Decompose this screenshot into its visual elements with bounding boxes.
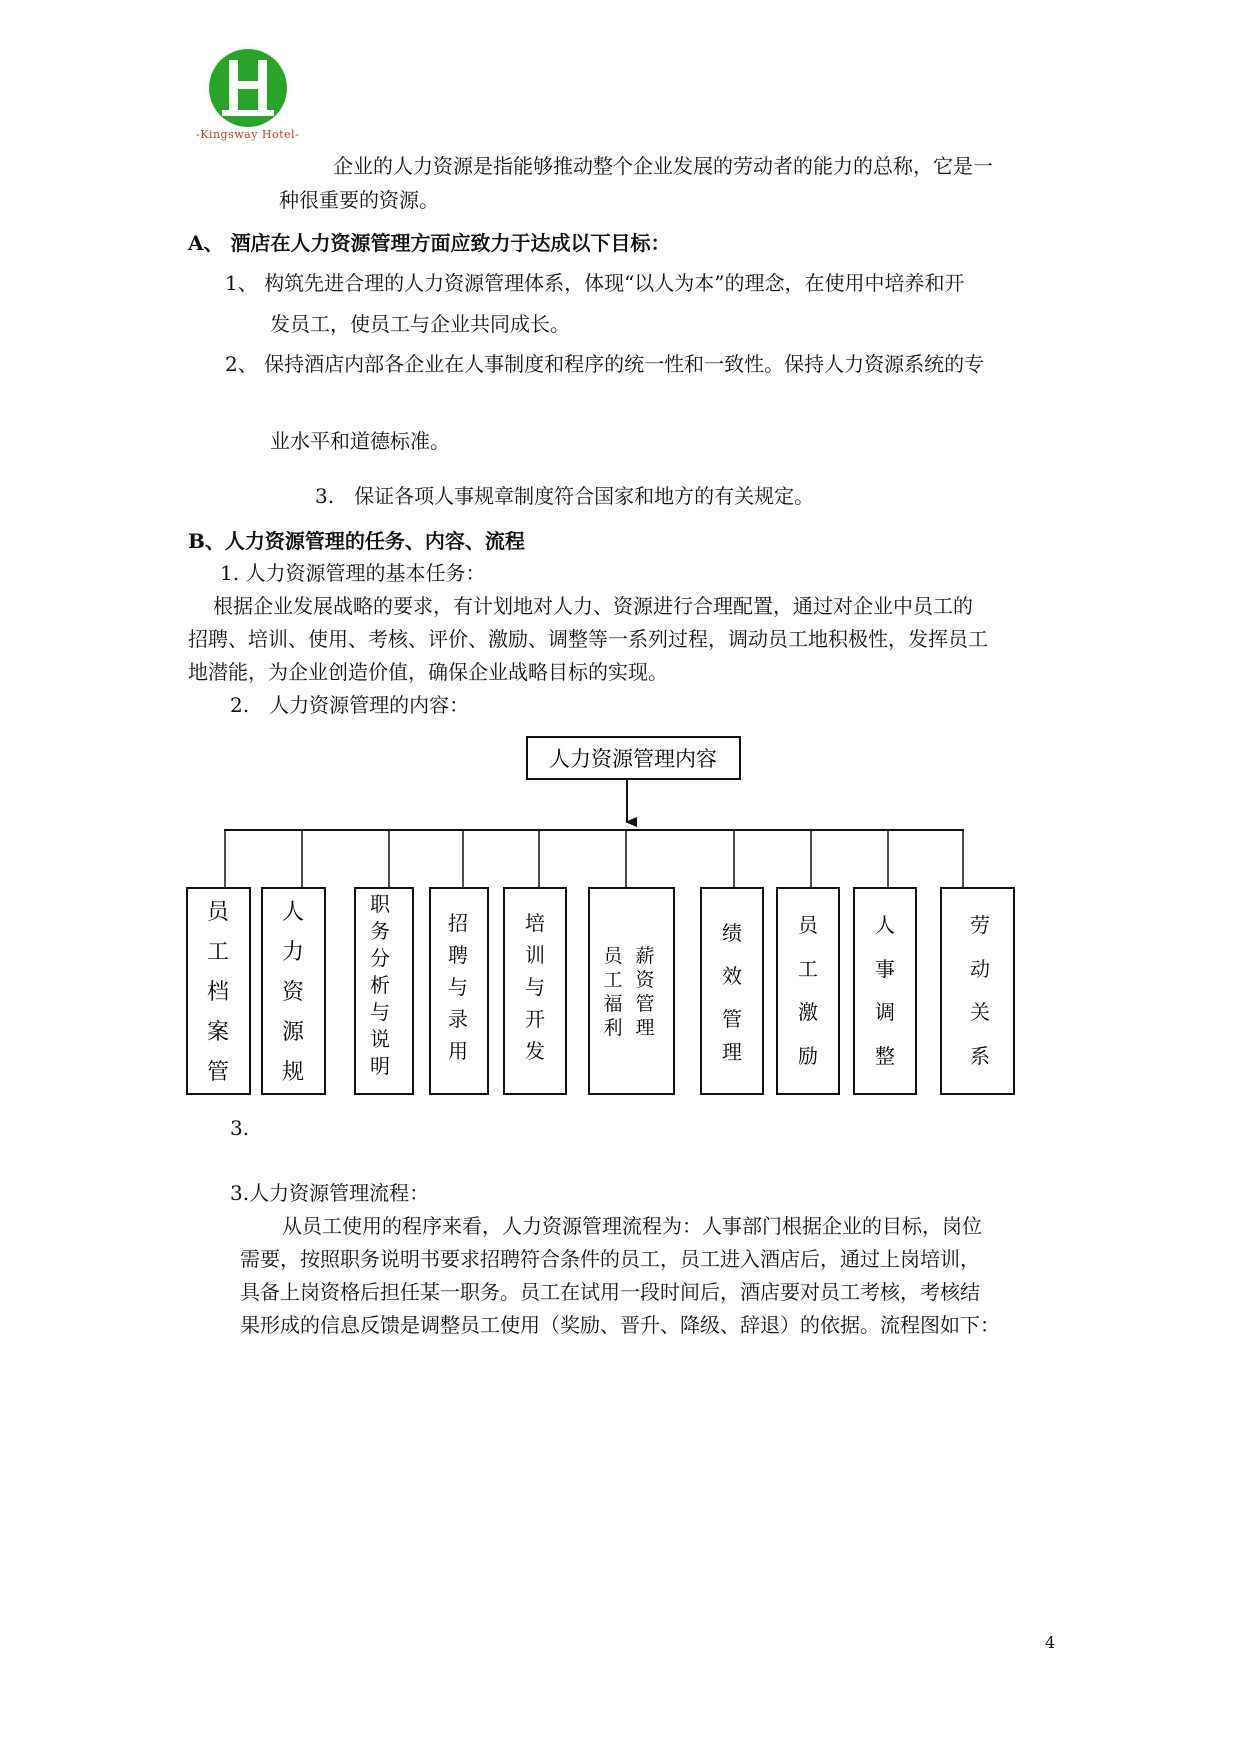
svg-text:发: 发 xyxy=(525,1039,545,1063)
intro-line-2: 种很重要的资源。 xyxy=(279,188,439,212)
org-child-planning xyxy=(262,888,325,1094)
svg-text:员: 员 xyxy=(798,913,818,937)
intro-line-1: 企业的人力资源是指能够推动整个企业发展的劳动者的能力的总称，它是一 xyxy=(333,154,993,178)
svg-text:励: 励 xyxy=(798,1044,818,1068)
svg-text:理: 理 xyxy=(635,1017,655,1039)
section-b-para-line-3: 地潜能，为企业创造价值，确保企业战略目标的实现。 xyxy=(188,660,668,684)
svg-text:规: 规 xyxy=(281,1060,305,1085)
org-child-salary xyxy=(589,888,674,1094)
svg-text:人: 人 xyxy=(875,913,895,937)
svg-text:管: 管 xyxy=(206,1060,230,1085)
svg-text:工: 工 xyxy=(603,969,623,991)
stray-list-number: 3. xyxy=(230,1116,250,1140)
org-child-training xyxy=(504,888,566,1094)
svg-text:动: 动 xyxy=(970,957,990,981)
svg-text:与: 与 xyxy=(525,975,545,999)
svg-text:人: 人 xyxy=(281,900,305,925)
process-heading: 3.人力资源管理流程： xyxy=(230,1181,430,1205)
svg-text:与: 与 xyxy=(448,975,468,999)
section-b-sub-1: 1. 人力资源管理的基本任务： xyxy=(220,561,486,585)
svg-text:析: 析 xyxy=(370,973,390,997)
svg-text:档: 档 xyxy=(206,980,230,1005)
svg-text:源: 源 xyxy=(281,1020,305,1045)
section-b-heading: B、人力资源管理的任务、内容、流程 xyxy=(188,529,525,553)
svg-text:员: 员 xyxy=(603,945,623,967)
org-child-labor xyxy=(941,888,1014,1094)
svg-text:聘: 聘 xyxy=(448,943,468,967)
svg-text:录: 录 xyxy=(448,1007,468,1031)
svg-text:利: 利 xyxy=(603,1017,623,1039)
svg-text:激: 激 xyxy=(798,1000,818,1024)
svg-text:资: 资 xyxy=(635,969,655,991)
svg-text:整: 整 xyxy=(875,1044,895,1068)
section-a-item-2-line-1: 2、 保持酒店内部各企业在人事制度和程序的统一性和一致性。保持人力资源系统的专 xyxy=(225,352,985,376)
svg-text:管: 管 xyxy=(635,993,655,1015)
process-line-2: 需要，按照职务说明书要求招聘符合条件的员工，员工进入酒店后，通过上岗培训， xyxy=(240,1247,980,1271)
svg-text:关: 关 xyxy=(970,1000,990,1024)
section-a-item-1-line-2: 发员工，使员工与企业共同成长。 xyxy=(270,312,570,336)
section-a-item-1-line-1: 1、 构筑先进合理的人力资源管理体系，体现“以人为本”的理念，在使用中培养和开 xyxy=(225,271,965,295)
svg-text:调: 调 xyxy=(875,1000,895,1024)
section-a-heading: A、 酒店在人力资源管理方面应致力于达成以下目标： xyxy=(188,231,671,255)
svg-text:绩: 绩 xyxy=(722,921,742,945)
org-child-job-analysis xyxy=(355,888,413,1094)
svg-text:分: 分 xyxy=(370,946,390,970)
svg-text:力: 力 xyxy=(281,940,305,965)
svg-text:训: 训 xyxy=(525,943,545,967)
section-b-para-line-1: 根据企业发展战略的要求，有计划地对人力、资源进行合理配置，通过对企业中员工的 xyxy=(213,594,973,618)
process-line-3: 具备上岗资格后担任某一职务。员工在试用一段时间后，酒店要对员工考核，考核结 xyxy=(240,1280,980,1304)
svg-text:薪: 薪 xyxy=(635,945,655,967)
process-line-4: 果形成的信息反馈是调整员工使用（奖励、晋升、降级、辞退）的依据。流程图如下： xyxy=(240,1313,1000,1337)
section-a-item-3: 3. 保证各项人事规章制度符合国家和地方的有关规定。 xyxy=(315,484,815,508)
svg-text:说: 说 xyxy=(370,1027,390,1051)
org-child-recruit xyxy=(430,888,488,1094)
svg-text:与: 与 xyxy=(370,1000,390,1024)
page-number: 4 xyxy=(1045,1633,1056,1652)
org-child-performance xyxy=(701,888,763,1094)
org-drop-lines xyxy=(225,830,963,888)
svg-text:事: 事 xyxy=(875,957,895,981)
svg-text:工: 工 xyxy=(206,940,230,965)
svg-text:员: 员 xyxy=(206,900,230,925)
svg-text:务: 务 xyxy=(370,919,390,943)
logo-caption: -Kingsway Hotel- xyxy=(196,128,300,141)
svg-text:效: 效 xyxy=(722,964,742,988)
svg-text:招: 招 xyxy=(448,911,468,935)
svg-text:管: 管 xyxy=(722,1007,742,1031)
svg-text:用: 用 xyxy=(448,1039,468,1063)
svg-text:明: 明 xyxy=(370,1054,390,1078)
org-root-label: 人力资源管理内容 xyxy=(549,747,717,771)
svg-text:工: 工 xyxy=(798,957,818,981)
process-line-1: 从员工使用的程序来看，人力资源管理流程为：人事部门根据企业的目标，岗位 xyxy=(282,1214,982,1238)
org-child-incentive xyxy=(777,888,839,1094)
section-a-item-2-line-2: 业水平和道德标准。 xyxy=(270,429,450,453)
section-b-para-line-2: 招聘、培训、使用、考核、评价、激励、调整等一系列过程，调动员工地积极性，发挥员工 xyxy=(188,627,988,651)
svg-text:案: 案 xyxy=(206,1020,230,1045)
svg-text:资: 资 xyxy=(281,980,305,1005)
svg-text:系: 系 xyxy=(970,1044,990,1068)
svg-text:职: 职 xyxy=(370,892,390,916)
section-b-sub-2: 2. 人力资源管理的内容： xyxy=(230,693,470,717)
svg-text:开: 开 xyxy=(525,1007,545,1031)
org-child-archive xyxy=(187,888,250,1094)
svg-text:理: 理 xyxy=(722,1040,742,1064)
svg-text:福: 福 xyxy=(603,993,623,1015)
org-child-adjust xyxy=(854,888,916,1094)
svg-text:劳: 劳 xyxy=(970,913,990,937)
svg-text:培: 培 xyxy=(525,911,545,935)
